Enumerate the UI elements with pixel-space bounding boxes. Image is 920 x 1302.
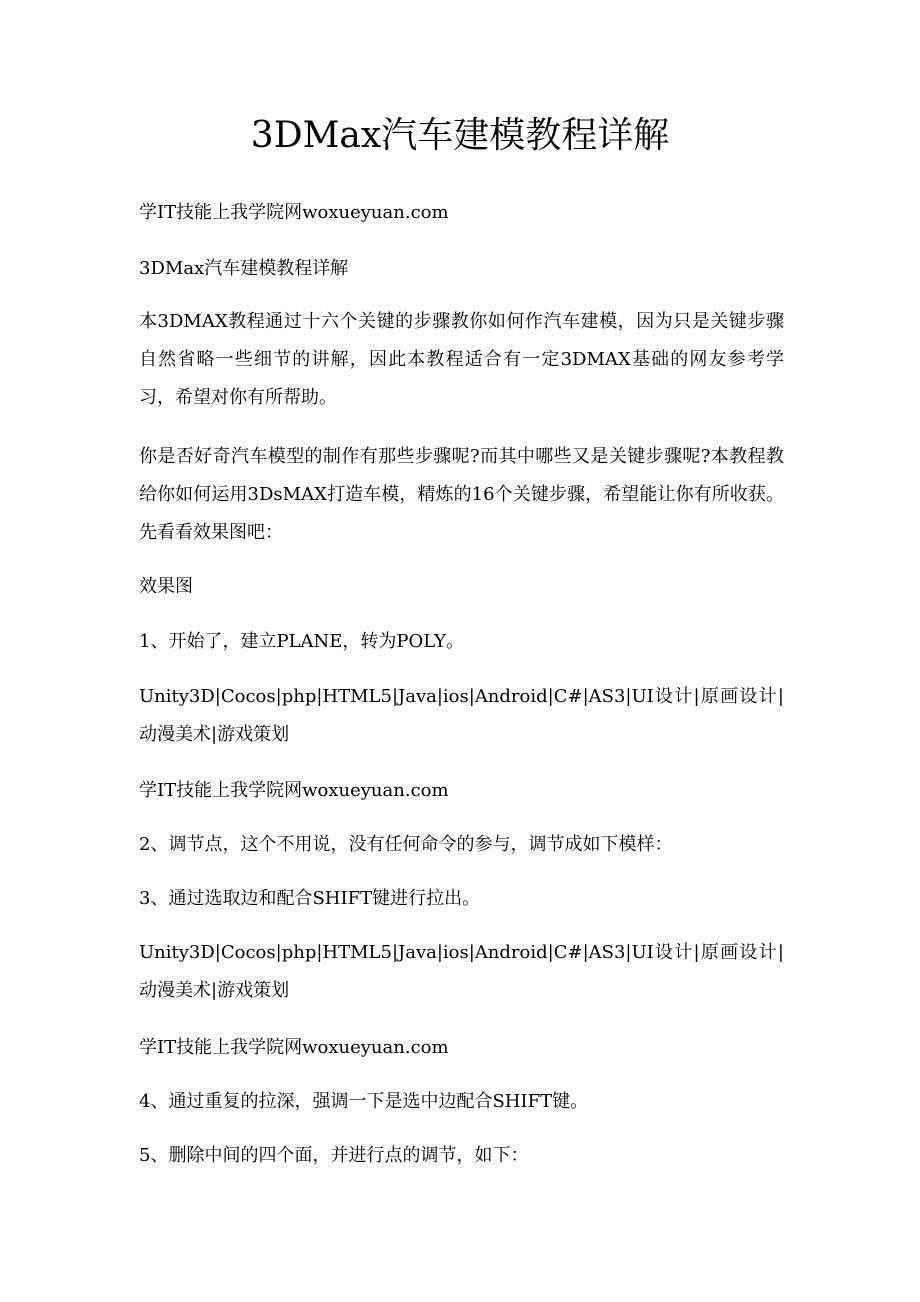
step-2-paragraph: 2、调节点，这个不用说，没有任何命令的参与，调节成如下模样： bbox=[139, 834, 673, 855]
site-promo-line: 学IT技能上我学院网woxueyuan.com bbox=[139, 1037, 449, 1058]
course-list-paragraph: Unity3D|Cocos|php|HTML5|Java|ios|Android|C#|AS3|UI设计|原画设计|动漫美术|游戏策划 bbox=[139, 686, 784, 745]
site-promo-line: 学IT技能上我学院网woxueyuan.com bbox=[139, 202, 449, 223]
document-title: 3DMax汽车建模教程详解 bbox=[250, 115, 670, 156]
step-5-paragraph: 5、删除中间的四个面，并进行点的调节，如下： bbox=[139, 1145, 529, 1166]
course-list-paragraph: Unity3D|Cocos|php|HTML5|Java|ios|Android|C#|AS3|UI设计|原画设计|动漫美术|游戏策划 bbox=[139, 942, 784, 1001]
step-1-paragraph: 1、开始了，建立PLANE，转为POLY。 bbox=[139, 631, 464, 652]
intro-paragraph: 本3DMAX教程通过十六个关键的步骤教你如何作汽车建模，因为只是关键步骤自然省略一些细节的讲解，因此本教程适合有一定3DMAX基础的网友参考学习，希望对你有所帮助。 bbox=[139, 311, 784, 408]
site-promo-line: 学IT技能上我学院网woxueyuan.com bbox=[139, 780, 449, 801]
subtitle-paragraph: 3DMax汽车建模教程详解 bbox=[139, 258, 349, 279]
effect-image-label: 效果图 bbox=[139, 576, 193, 597]
step-3-paragraph: 3、通过选取边和配合SHIFT键进行拉出。 bbox=[139, 888, 481, 909]
step-4-paragraph: 4、通过重复的拉深，强调一下是选中边配合SHIFT键。 bbox=[139, 1091, 589, 1112]
question-paragraph: 你是否好奇汽车模型的制作有那些步骤呢?而其中哪些又是关键步骤呢?本教程教给你如何运用3DsMAX打造车模，精炼的16个关键步骤，希望能让你有所收获。先看看效果图吧： bbox=[139, 446, 784, 543]
